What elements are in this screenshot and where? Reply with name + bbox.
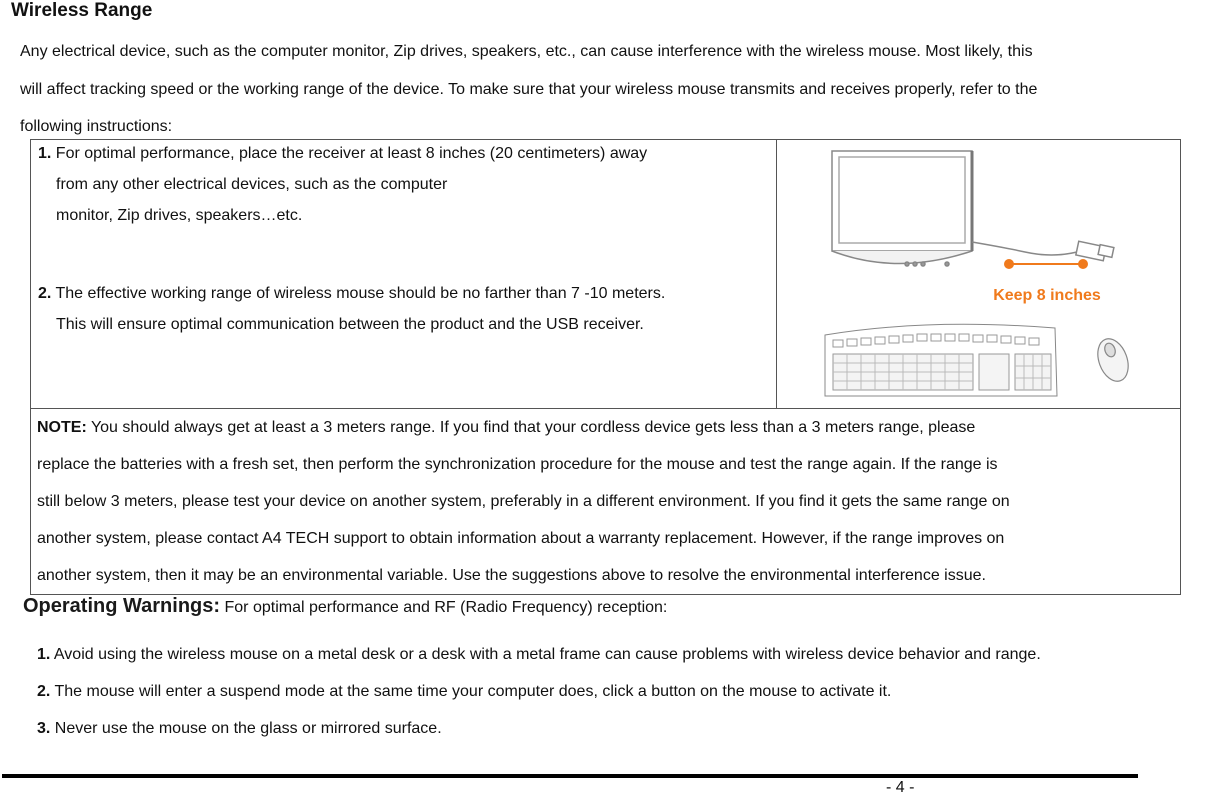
intro-line: Any electrical device, such as the computer monitor, Zip drives, speakers, etc., can cause interference with the wireless mouse. Most likely, this — [20, 43, 1033, 60]
warnings-heading — [23, 595, 667, 618]
warning-text: Avoid using the wireless mouse on a metal desk or a desk with a metal frame can cause problems with wireless device behavior and range. — [53, 646, 1041, 663]
instruction-1-line: monitor, Zip drives, speakers…etc. — [56, 207, 303, 224]
instruction-1-number: 1. — [38, 145, 52, 162]
intro-line: following instructions: — [20, 118, 173, 135]
monitor-keyboard-illustration — [777, 140, 1180, 403]
keep-distance-label: Keep 8 inches — [993, 287, 1101, 304]
warning-text: The mouse will enter a suspend mode at the same time your computer does, click a button on the mouse to activate it. — [54, 683, 892, 700]
section-heading: Wireless Range — [11, 0, 153, 21]
mouse-icon — [1092, 335, 1133, 386]
intro-line: will affect tracking speed or the working range of the device. To make sure that your wireless mouse transmits and receives properly, refer to the — [20, 80, 1038, 98]
warnings-subtitle: For optimal performance and RF (Radio Frequency) reception: — [224, 599, 668, 616]
keyboard-icon — [825, 324, 1057, 396]
warning-item — [37, 636, 1041, 673]
note-label: NOTE: — [37, 419, 87, 436]
illustration-cell — [777, 140, 1181, 409]
note-text: You should always get at least a 3 meters range. If you find that your cordless device gets less than a 3 meters range, please — [90, 419, 976, 436]
warning-item — [37, 710, 1041, 747]
note-line: replace the batteries with a fresh set, then perform the synchronization procedure for the mouse and test the range again. If the range is — [37, 456, 998, 473]
intro-paragraph — [20, 33, 1205, 146]
warning-number: 3. — [37, 720, 51, 737]
instruction-2-number: 2. — [38, 285, 52, 302]
instruction-2-line: This will ensure optimal communication between the product and the USB receiver. — [56, 316, 644, 333]
warning-text: Never use the mouse on the glass or mirrored surface. — [54, 720, 442, 737]
note-line: still below 3 meters, please test your device on another system, preferably in a different environment. If you find it gets the same range on — [37, 493, 1010, 510]
note-line — [31, 409, 1180, 446]
instruction-1-text: For optimal performance, place the receiver at least 8 inches (20 centimeters) away — [55, 145, 648, 162]
warning-item — [37, 673, 1041, 710]
warnings-list — [37, 636, 1041, 747]
instruction-1-line — [38, 145, 783, 163]
instruction-cell — [31, 140, 777, 409]
warning-number: 2. — [37, 683, 51, 700]
instruction-table — [30, 139, 1181, 595]
distance-marker — [1004, 259, 1088, 269]
note-cell — [31, 409, 1181, 595]
usb-receiver-icon — [972, 241, 1114, 261]
note-line: another system, then it may be an environmental variable. Use the suggestions above to resolve the environmental interference issue. — [37, 567, 986, 584]
monitor-icon — [832, 151, 972, 266]
note-line: another system, please contact A4 TECH support to obtain information about a warranty replacement. However, if the range improves on — [37, 530, 1005, 547]
instruction-1-line: from any other electrical devices, such as the computer — [56, 176, 448, 193]
page-number: - 4 - — [886, 779, 915, 796]
instruction-2-text: The effective working range of wireless mouse should be no farther than 7 -10 meters. — [55, 285, 666, 302]
footer-rule — [2, 774, 1138, 778]
instruction-2-line — [38, 285, 783, 303]
warning-number: 1. — [37, 646, 51, 663]
warnings-title: Operating Warnings: — [23, 595, 221, 617]
